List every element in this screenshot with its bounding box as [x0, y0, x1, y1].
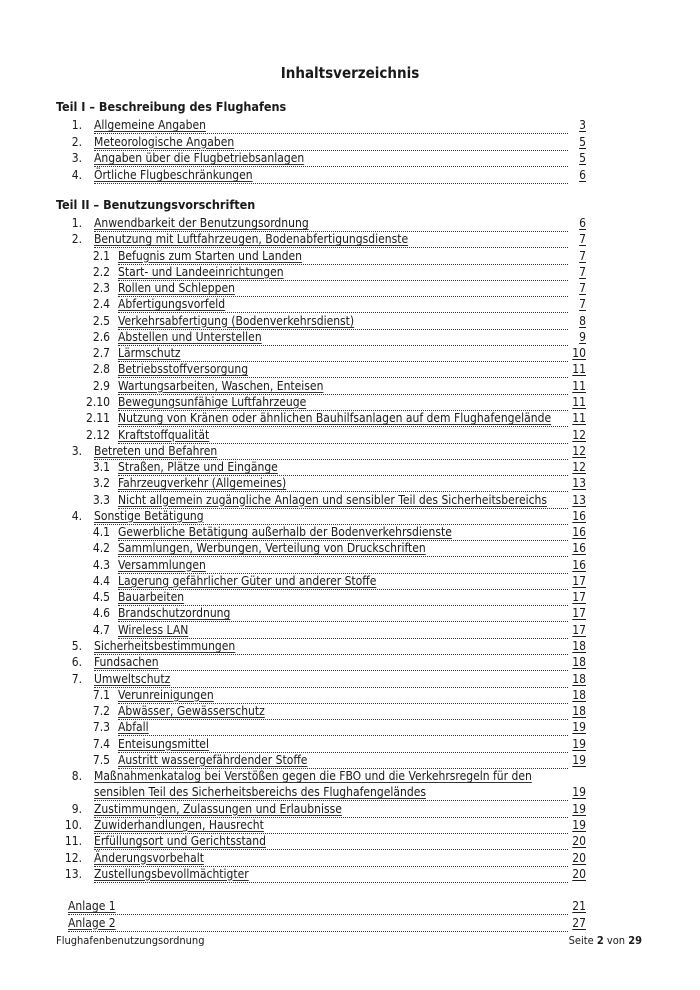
toc-entry-title[interactable]: Benutzung mit Luftfahrzeugen, Bodenabfertigungsdienste	[94, 231, 568, 248]
toc-entry-title-continued[interactable]: sensiblen Teil des Sicherheitsbereichs des Flughafengeländes	[94, 784, 568, 801]
toc-entry-page: 5	[579, 151, 586, 166]
toc-entry-title[interactable]: Bewegungsunfähige Luftfahrzeuge	[118, 394, 568, 411]
toc-entry[interactable]	[56, 345, 586, 361]
toc-entry[interactable]	[56, 231, 586, 247]
toc-entry-number: 7.4	[92, 736, 110, 751]
toc-entry-title[interactable]: Gewerbliche Betätigung außerhalb der Bodenverkehrsdienste	[118, 524, 568, 541]
toc-entry-page: 19	[572, 720, 586, 735]
toc-entry-number: 2.5	[92, 313, 110, 328]
toc-entry-number: 2.4	[92, 297, 110, 312]
toc-entry[interactable]	[56, 475, 586, 491]
toc-entry[interactable]	[56, 589, 586, 605]
toc-entry-page: 9	[579, 329, 586, 344]
toc-entry-title[interactable]: Fahrzeugverkehr (Allgemeines)	[118, 475, 568, 492]
toc-entry-number: 2.	[71, 134, 82, 149]
toc-entry-number: 2.8	[92, 362, 110, 377]
toc-entry[interactable]	[56, 866, 586, 882]
toc-entry-number: 2.	[71, 232, 82, 247]
toc-entry-title[interactable]: Umweltschutz	[94, 671, 568, 688]
toc-entry[interactable]	[56, 801, 586, 817]
toc-entry[interactable]	[56, 768, 586, 784]
toc-entry-title[interactable]: Enteisungsmittel	[118, 736, 568, 753]
toc-entry[interactable]	[56, 215, 586, 231]
toc-entry-title[interactable]: Sonstige Betätigung	[94, 508, 568, 525]
toc-entry[interactable]	[56, 557, 586, 573]
toc-entry[interactable]	[56, 329, 586, 345]
toc-entry-title[interactable]: Sicherheitsbestimmungen	[94, 638, 568, 655]
toc-entry[interactable]	[56, 361, 586, 377]
toc-entry-number: 1.	[71, 118, 82, 132]
toc-entry-number: 7.5	[92, 752, 110, 767]
toc-entry-page: 27	[572, 915, 586, 930]
toc-entry[interactable]	[56, 508, 586, 524]
toc-entry-page: 11	[572, 394, 586, 409]
toc-entry[interactable]	[56, 540, 586, 556]
toc-entry-title[interactable]: Versammlungen	[118, 557, 568, 574]
toc-entry-number: 2.1	[92, 248, 110, 263]
toc-entry-number: 2.6	[92, 329, 110, 344]
toc-entry-number: 4.5	[92, 590, 110, 605]
toc-entry-page: 18	[572, 687, 586, 702]
toc-entry-page: 5	[579, 134, 586, 149]
toc-entry-page: 8	[579, 313, 586, 328]
toc-entry[interactable]	[56, 719, 586, 735]
toc-entry-number: 2.7	[92, 346, 110, 361]
toc-entry-page: 19	[572, 801, 586, 816]
toc-entry-title[interactable]: Fundsachen	[94, 654, 568, 671]
toc-entry-title[interactable]: Bauarbeiten	[118, 589, 568, 606]
toc-entry[interactable]	[56, 915, 586, 931]
toc-entry-title[interactable]: Sammlungen, Werbungen, Verteilung von Druckschriften	[118, 540, 568, 557]
toc-entry-title[interactable]: Örtliche Flugbeschränkungen	[94, 167, 568, 184]
toc-entry-number: 3.3	[92, 492, 110, 507]
toc-entry-number: 4.3	[92, 557, 110, 572]
toc-entry-title[interactable]: Straßen, Plätze und Eingänge	[118, 459, 568, 476]
toc-entry-page: 7	[579, 264, 586, 279]
toc-entry-title[interactable]: Nicht allgemein zugängliche Anlagen und sensibler Teil des Sicherheitsbereichs	[118, 492, 568, 509]
toc-entry-title[interactable]: Änderungsvorbehalt	[94, 850, 568, 867]
toc-entry-number: 3.2	[92, 476, 110, 491]
toc-entry[interactable]	[56, 752, 586, 768]
toc-entry-number: 3.1	[92, 460, 110, 475]
toc-entry[interactable]	[56, 817, 586, 833]
toc-entry-page: 10	[572, 346, 586, 361]
footer-document-name: Flughafenbenutzungsordnung	[56, 934, 205, 947]
toc-entry-title[interactable]: Anwendbarkeit der Benutzungsordnung	[94, 215, 568, 232]
toc-entry[interactable]	[56, 492, 586, 508]
toc-entry-number: 2.10	[85, 394, 110, 409]
toc-entry-page: 21	[572, 899, 586, 913]
page-sep: von	[606, 934, 626, 947]
toc-entry-number: 3.	[71, 443, 82, 458]
toc-entry-title[interactable]: Abfall	[118, 719, 568, 736]
toc-entry-number: 1.	[71, 216, 82, 230]
toc-entry-number: 8.	[71, 769, 82, 784]
toc-entry-number: 2.12	[85, 427, 110, 442]
toc-entry-number: 2.9	[92, 378, 110, 393]
page-current: 2	[596, 934, 604, 947]
toc-entry-page: 3	[579, 118, 586, 132]
toc-entry[interactable]	[56, 264, 586, 280]
toc-entry[interactable]	[56, 638, 586, 654]
toc-entry-title[interactable]: Wartungsarbeiten, Waschen, Enteisen	[118, 378, 568, 395]
toc-entry-page: 11	[572, 411, 586, 426]
toc-entry-title[interactable]: Abfertigungsvorfeld	[118, 296, 568, 313]
toc-entry-title[interactable]: Allgemeine Angaben	[94, 117, 568, 134]
toc-entry-page: 18	[572, 704, 586, 719]
toc-entry-title[interactable]: Nutzung von Kränen oder ähnlichen Bauhilfsanlagen auf dem Flughafengelände	[118, 410, 568, 427]
toc-entry-number: 4.7	[92, 622, 110, 637]
toc-entry-title[interactable]: Befugnis zum Starten und Landen	[118, 248, 568, 265]
toc-entry[interactable]	[56, 313, 586, 329]
toc-entry-number: 7.2	[92, 704, 110, 719]
toc-entry-number: 7.3	[92, 720, 110, 735]
toc-entry-title[interactable]: Brandschutzordnung	[118, 605, 568, 622]
toc-entry[interactable]	[56, 605, 586, 621]
toc-entry-page: 7	[579, 248, 586, 263]
toc-entry-page: 6	[579, 216, 586, 230]
toc-entry-title[interactable]: Verunreinigungen	[118, 687, 568, 704]
toc-entry-title[interactable]: Kraftstoffqualität	[118, 427, 568, 444]
toc-entry[interactable]	[56, 248, 586, 264]
toc-entry-title[interactable]: Anlage 1	[68, 898, 568, 915]
toc-entry[interactable]	[56, 167, 586, 183]
toc-entry-page: 17	[572, 622, 586, 637]
toc-entry-title[interactable]: Betreten und Befahren	[94, 443, 568, 460]
part1-heading: Teil I – Beschreibung des Flughafens	[56, 99, 287, 114]
toc-entry[interactable]	[56, 654, 586, 670]
toc-entry[interactable]	[56, 394, 586, 410]
toc-entry-title[interactable]: Lagerung gefährlicher Güter und anderer Stoffe	[118, 573, 568, 590]
toc-entry-title[interactable]: Start- und Landeeinrichtungen	[118, 264, 568, 281]
toc-entry-number: 4.4	[92, 573, 110, 588]
toc-entry-page: 13	[572, 476, 586, 491]
toc-entry-page: 6	[579, 168, 586, 183]
toc-entry-page: 18	[572, 655, 586, 670]
toc-entry-page: 17	[572, 590, 586, 605]
toc-entry[interactable]	[56, 134, 586, 150]
toc-entry-page: 13	[572, 492, 586, 507]
toc-entry-number: 3.	[71, 151, 82, 166]
toc-entry-number: 9.	[71, 801, 82, 816]
toc-entry-page: 19	[572, 736, 586, 751]
toc-entry-page: 20	[572, 834, 586, 849]
toc-entry-title[interactable]: Verkehrsabfertigung (Bodenverkehrsdienst)	[118, 313, 568, 330]
toc-entry-title[interactable]: Erfüllungsort und Gerichtsstand	[94, 833, 568, 850]
toc-entry-number: 2.3	[92, 281, 110, 296]
toc-entry-number: 7.1	[92, 687, 110, 702]
toc-entry-page: 17	[572, 573, 586, 588]
toc-entry-page: 7	[579, 281, 586, 296]
toc-entry-title[interactable]: Angaben über die Flugbetriebsanlagen	[94, 150, 568, 167]
toc-entry-number: 4.6	[92, 606, 110, 621]
toc-entry-number: 10.	[64, 817, 82, 832]
toc-entry-title[interactable]: Abwässer, Gewässerschutz	[118, 703, 568, 720]
toc-entry-title[interactable]: Lärmschutz	[118, 345, 568, 362]
toc-entry[interactable]	[56, 459, 586, 475]
toc-entry-number: 13.	[64, 866, 82, 881]
toc-entry-page: 11	[572, 362, 586, 377]
toc-entry-number: 2.11	[85, 411, 110, 426]
toc-entry[interactable]	[56, 296, 586, 312]
toc-entry[interactable]	[56, 443, 586, 459]
toc-entry-number: 12.	[64, 850, 82, 865]
toc-entry-page: 20	[572, 850, 586, 865]
toc-entry-page: 12	[572, 427, 586, 442]
toc-entry[interactable]	[56, 622, 586, 638]
toc-entry-page: 19	[572, 752, 586, 767]
toc-entry-page: 12	[572, 460, 586, 475]
toc-entry-number: 11.	[64, 834, 82, 849]
toc-entry-number: 5.	[71, 639, 82, 654]
part2-heading: Teil II – Benutzungsvorschriften	[56, 197, 256, 212]
toc-entry-page: 16	[572, 557, 586, 572]
toc-entry-page: 20	[572, 866, 586, 881]
toc-entry[interactable]	[56, 524, 586, 540]
toc-entry[interactable]	[56, 833, 586, 849]
toc-entry-title[interactable]: Zuwiderhandlungen, Hausrecht	[94, 817, 568, 834]
toc-entry-page: 18	[572, 671, 586, 686]
toc-entry-number: 4.2	[92, 541, 110, 556]
toc-entry-title[interactable]: Wireless LAN	[118, 622, 568, 639]
toc-entry-title[interactable]: Zustimmungen, Zulassungen und Erlaubnisse	[94, 801, 568, 818]
toc-entry[interactable]	[56, 898, 586, 914]
toc-entry-title[interactable]: Maßnahmenkatalog bei Verstößen gegen die FBO und die Verkehrsregeln für den	[94, 769, 532, 784]
toc-entry-page: 7	[579, 297, 586, 312]
toc-entry[interactable]	[56, 150, 586, 166]
toc-entry[interactable]	[56, 703, 586, 719]
toc-entry-title[interactable]: Betriebsstoffversorgung	[118, 361, 568, 378]
footer-page-number	[569, 934, 642, 947]
toc-entry-number: 7.	[71, 671, 82, 686]
toc-entry-page: 7	[579, 232, 586, 247]
toc-entry[interactable]	[56, 573, 586, 589]
toc-entry[interactable]	[56, 378, 586, 394]
toc-entry[interactable]	[56, 671, 586, 687]
toc-entry-title[interactable]: Zustellungsbevollmächtigter	[94, 866, 568, 883]
toc-entry-continuation[interactable]	[56, 784, 586, 800]
toc-entry[interactable]	[56, 117, 586, 133]
toc-entry-page: 17	[572, 606, 586, 621]
page-prefix: Seite	[568, 934, 594, 947]
toc-entry-number: 4.	[71, 168, 82, 183]
toc-entry-title[interactable]: Meteorologische Angaben	[94, 134, 568, 151]
page-title: Inhaltsverzeichnis	[280, 64, 420, 82]
toc-entry-number: 2.2	[92, 264, 110, 279]
toc-entry-page: 16	[572, 541, 586, 556]
toc-entry[interactable]	[56, 427, 586, 443]
toc-entry-page: 11	[572, 378, 586, 393]
toc-entry-title[interactable]: Rollen und Schleppen	[118, 280, 568, 297]
toc-entry-title[interactable]: Abstellen und Unterstellen	[118, 329, 568, 346]
toc-entry[interactable]	[56, 736, 586, 752]
toc-entry-page: 19	[572, 785, 586, 800]
toc-entry-title[interactable]: Austritt wassergefährdender Stoffe	[118, 752, 568, 769]
toc-entry[interactable]	[56, 410, 586, 426]
toc-entry-number: 4.	[71, 508, 82, 523]
toc-entry-page: 19	[572, 817, 586, 832]
toc-entry-page: 16	[572, 525, 586, 540]
toc-entry-page: 18	[572, 639, 586, 654]
page-total: 29	[628, 934, 642, 947]
toc-entry[interactable]	[56, 850, 586, 866]
toc-entry[interactable]	[56, 687, 586, 703]
toc-entry[interactable]	[56, 280, 586, 296]
toc-entry-number: 6.	[71, 655, 82, 670]
toc-entry-title[interactable]: Anlage 2	[68, 915, 568, 932]
toc-entry-number: 4.1	[92, 525, 110, 540]
toc-entry-page: 12	[572, 443, 586, 458]
toc-entry-page: 16	[572, 508, 586, 523]
